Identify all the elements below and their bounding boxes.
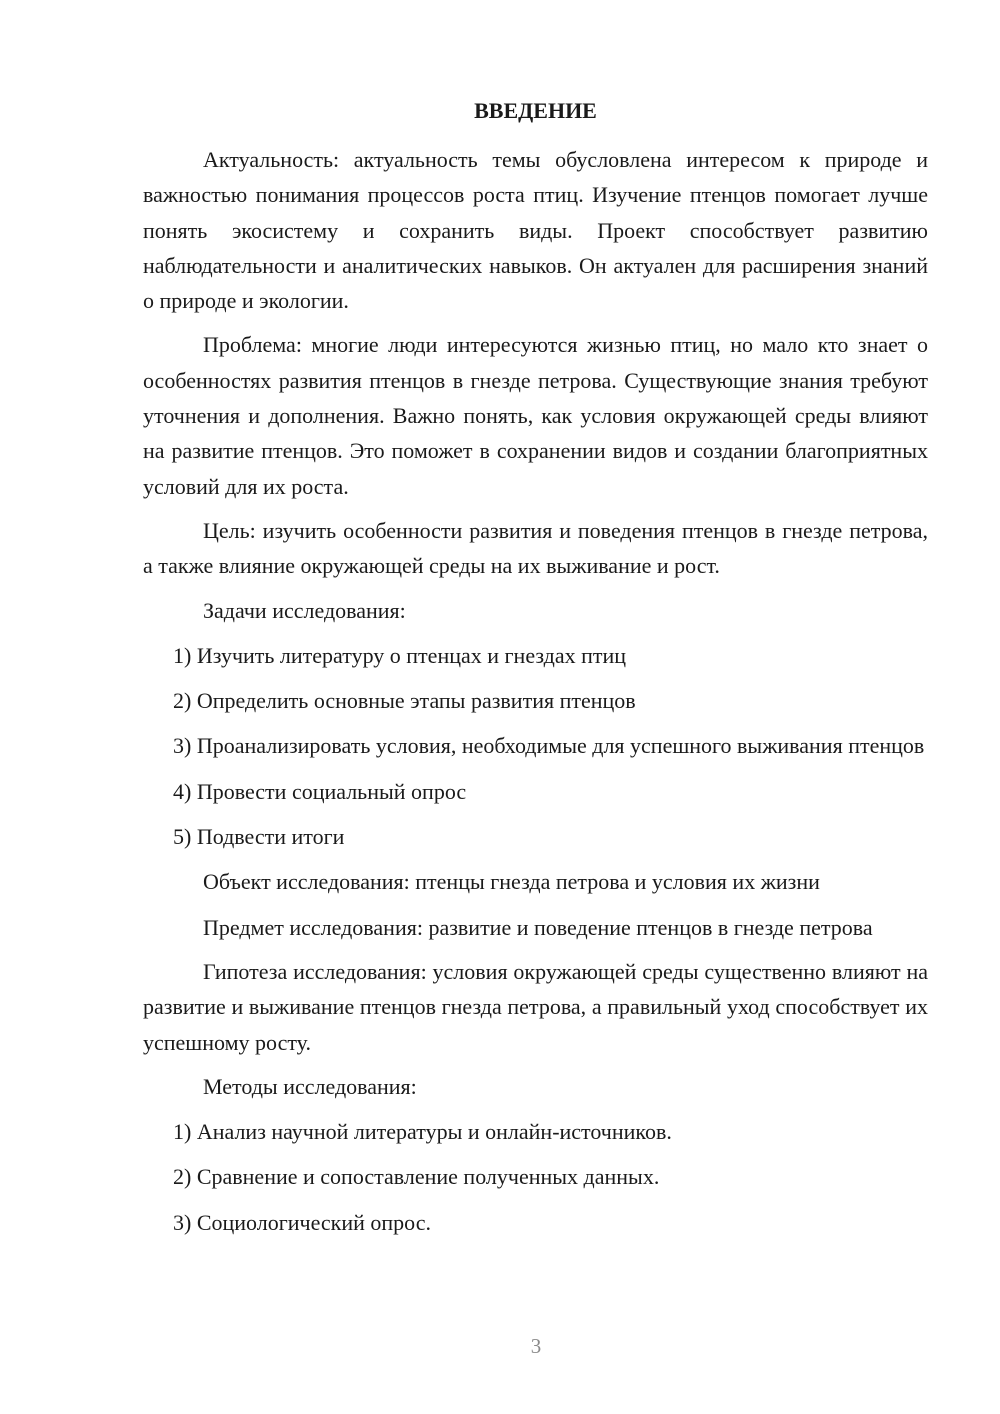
task-item-5: 5) Подвести итоги: [173, 824, 345, 850]
subject-paragraph: Предмет исследования: развитие и поведение птенцов в гнезде петрова: [203, 914, 873, 940]
page-number: 3: [530, 1334, 542, 1358]
task-item-3: 3) Проанализировать условия, необходимые для успешного выживания птенцов: [173, 733, 925, 759]
object-paragraph: Объект исследования: птенцы гнезда петрова и условия их жизни: [203, 869, 820, 895]
task-item-4: 4) Провести социальный опрос: [173, 778, 467, 804]
methods-heading: Методы исследования:: [203, 1073, 417, 1099]
method-item-1: 1) Анализ научной литературы и онлайн-источников.: [173, 1119, 672, 1145]
goal-paragraph: Цель: изучить особенности развития и поведения птенцов в гнезде петрова, а также влияние окружающей среды на их выживание и рост.: [143, 517, 928, 579]
document-body: [143, 142, 928, 1250]
page-title: ВВЕДЕНИЕ: [474, 98, 597, 123]
hypothesis-paragraph: Гипотеза исследования: условия окружающей среды существенно влияют на развитие и выживание птенцов гнезда петрова, а правильный уход способствует их успешному росту.: [143, 958, 928, 1055]
task-item-2: 2) Определить основные этапы развития птенцов: [173, 688, 636, 714]
method-item-2: 2) Сравнение и сопоставление полученных данных.: [173, 1164, 660, 1190]
problem-paragraph: Проблема: многие люди интересуются жизнью птиц, но мало кто знает о особенностях развития птенцов в гнезде петрова. Существующие знания требуют уточнения и дополнения. Важно понять, как условия окружающей среды влияют на развитие птенцов. Это поможет в сохранении видов и создании благоприятных условий для их роста.: [143, 332, 928, 499]
task-item-1: 1) Изучить литературу о птенцах и гнездах птиц: [173, 642, 627, 668]
method-item-3: 3) Социологический опрос.: [173, 1209, 431, 1235]
tasks-heading: Задачи исследования:: [203, 597, 406, 623]
relevance-paragraph: Актуальность: актуальность темы обусловлена интересом к природе и важностью понимания процессов роста птиц. Изучение птенцов помогает лучше понять экосистему и сохранить виды. Проект способствует развитию наблюдательности и аналитических навыков. Он актуален для расширения знаний о природе и экологии.: [143, 147, 928, 314]
